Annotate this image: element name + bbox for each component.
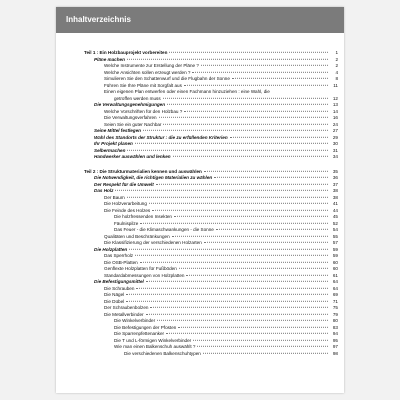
toc-entry-page: 12 bbox=[332, 95, 338, 101]
toc-entry-page: 16 bbox=[332, 115, 338, 120]
toc-entry-title: Die verschiedenen Balkenschuhtypen bbox=[124, 350, 201, 356]
toc-entry-page: 95 bbox=[332, 337, 338, 343]
toc-entry-title: Die Holzverarbeitung bbox=[104, 201, 147, 206]
dot-leader bbox=[135, 143, 328, 144]
toc-entry-page: 37 bbox=[332, 181, 338, 187]
toc-entry-page: 97 bbox=[332, 344, 338, 349]
toc-entry-page: 14 bbox=[332, 108, 338, 114]
dot-leader bbox=[127, 149, 328, 150]
toc-entry-page: 83 bbox=[332, 324, 338, 330]
toc-entry-page: 35 bbox=[332, 168, 338, 174]
page-title: Inhaltverzeichnis bbox=[66, 15, 131, 24]
toc-entry-title: Die Feinde des Holzes bbox=[104, 207, 151, 213]
toc-entry-page: 69 bbox=[332, 292, 338, 297]
toc-entry-title: Die Holzplatten bbox=[94, 246, 128, 252]
toc-entry-page: 55 bbox=[332, 233, 338, 239]
dot-leader bbox=[140, 222, 328, 223]
toc-entry-page: 57 bbox=[332, 240, 338, 245]
dot-leader bbox=[178, 326, 328, 327]
dot-leader bbox=[146, 313, 328, 314]
toc-entry-page: 38 bbox=[332, 188, 338, 193]
toc-entry-title: Welche Instrumente zur Erstellung der Pläne ? bbox=[104, 63, 199, 68]
toc-entry-title: Das Feuer - die Klimaschwankungen - die Sonne bbox=[114, 227, 214, 232]
dot-leader bbox=[143, 130, 328, 131]
toc-entry-title: Die Dübel bbox=[104, 298, 125, 304]
toc-entry[interactable] bbox=[84, 154, 338, 161]
toc-entry-page: 64 bbox=[332, 285, 338, 291]
dot-leader bbox=[169, 52, 328, 53]
toc-entry-title: Pläne machen bbox=[94, 56, 125, 62]
toc-entry-page: 52 bbox=[332, 220, 338, 226]
toc-entry-title: Genflexte Holzplatten für Fußböden bbox=[104, 266, 177, 271]
toc-entry-title: Welche Ansichten sollen erzeugt werden ? bbox=[104, 69, 191, 75]
dot-leader bbox=[186, 274, 328, 275]
page-header bbox=[56, 7, 344, 33]
dot-leader bbox=[204, 242, 328, 243]
toc-entry-title: Die Sparrenpfettenanker bbox=[114, 331, 165, 336]
dot-leader bbox=[127, 58, 328, 59]
toc-entry-page: 36 bbox=[332, 175, 338, 180]
dot-leader bbox=[129, 248, 328, 249]
toc-entry-page: 61 bbox=[332, 272, 338, 278]
toc-entry-title: Qualitäten und Beschränkungen bbox=[104, 233, 170, 239]
toc-entry-title: Die Metallverbinder bbox=[104, 311, 144, 317]
toc-entry-page: 59 bbox=[332, 253, 338, 258]
dot-leader bbox=[214, 177, 328, 178]
toc-entry-title: Die Notwendigkeit, die richtigen Materialien zu wählen bbox=[94, 175, 213, 180]
toc-entry-title: Wahl des Standorts der Struktur : die zu erfüllenden Kriterien bbox=[94, 134, 228, 140]
toc-entry-title: Fäulnispilze bbox=[114, 220, 139, 226]
dot-leader bbox=[184, 110, 328, 111]
dot-leader bbox=[126, 300, 328, 301]
toc-entry-title: Führen Sie Ihre Pläne mit Sorgfalt aus bbox=[104, 82, 182, 88]
toc-entry-page: 59 bbox=[332, 246, 338, 252]
table-of-contents bbox=[84, 50, 338, 365]
toc-entry-page: 75 bbox=[332, 305, 338, 310]
toc-entry-title: Simulieren Sie den Schattenwurf und die Flugbahn der Sonne bbox=[104, 76, 230, 81]
dot-leader bbox=[126, 294, 328, 295]
toc-entry-title: Standardabmessungen von Holzplatten bbox=[104, 272, 185, 278]
toc-entry-page: 2 bbox=[335, 56, 338, 62]
toc-entry-page: 4 bbox=[335, 69, 338, 75]
dot-leader bbox=[203, 352, 328, 353]
toc-entry-title: Der Baum bbox=[104, 194, 125, 200]
dot-leader bbox=[192, 71, 328, 72]
dot-leader bbox=[152, 209, 328, 210]
toc-entry-page: 1 bbox=[335, 50, 338, 55]
dot-leader bbox=[172, 235, 328, 236]
toc-entry-title: Die Befestigungsmittel bbox=[94, 279, 144, 284]
toc-entry-page: 31 bbox=[332, 147, 338, 153]
toc-entry-title: Der Respekt für die Umwelt bbox=[94, 181, 154, 187]
dot-leader bbox=[136, 287, 328, 288]
dot-leader bbox=[115, 190, 328, 191]
dot-leader bbox=[146, 281, 328, 282]
dot-leader bbox=[204, 170, 328, 171]
toc-entry-title: Einen eigenen Plan entwerfen oder einen Fachmann hinzuziehen : eine Wahl, die bbox=[104, 89, 270, 94]
toc-entry-page: 80 bbox=[332, 318, 338, 323]
toc-entry-title: getroffen werden muss bbox=[114, 95, 161, 101]
toc-entry-title: Selbermachen bbox=[94, 147, 126, 153]
dot-leader bbox=[140, 261, 328, 262]
toc-entry-title: Wie man einen Balkenschuh auswählt ? bbox=[114, 344, 196, 349]
toc-entry-page: 41 bbox=[332, 201, 338, 206]
toc-entry-title: Das Sperrholz bbox=[104, 253, 134, 258]
toc-entry-page: 64 bbox=[332, 279, 338, 284]
dot-leader bbox=[127, 196, 328, 197]
toc-entry-title: Die holzfressenden Insekten bbox=[114, 214, 172, 219]
dot-leader bbox=[150, 307, 328, 308]
toc-part bbox=[84, 50, 338, 161]
dot-leader bbox=[135, 255, 328, 256]
toc-entry-title: Die Verwaltungsgenehmigungen bbox=[94, 102, 166, 107]
toc-entry-title: Teil 1 : Ein Holzbauprojekt vorbereiten bbox=[84, 50, 168, 55]
toc-entry-title: Seien Sie ein guter Nachbar bbox=[104, 121, 162, 127]
toc-entry-title: Die T und L-förmigen Winkelverbinder bbox=[114, 337, 192, 343]
dot-leader bbox=[166, 333, 328, 334]
toc-entry-title: Die Nägel bbox=[104, 292, 125, 297]
toc-entry-page: 45 bbox=[332, 214, 338, 219]
dot-leader bbox=[174, 216, 328, 217]
toc-entry-page: 60 bbox=[332, 266, 338, 271]
toc-entry-page: 44 bbox=[332, 207, 338, 213]
toc-entry-page: 13 bbox=[332, 102, 338, 107]
dot-leader bbox=[159, 117, 328, 118]
dot-leader bbox=[149, 203, 328, 204]
toc-entry-title: Handwerker auswählen und lenken bbox=[94, 154, 171, 159]
toc-entry-title: Das Holz bbox=[94, 188, 114, 193]
toc-entry-title: Teil 2 : Die Strukturmaterialien kennen und auswählen bbox=[84, 168, 202, 174]
dot-leader bbox=[201, 65, 328, 66]
toc-part bbox=[84, 169, 338, 358]
toc-entry-page: 94 bbox=[332, 331, 338, 336]
toc-entry-page: 54 bbox=[332, 227, 338, 232]
toc-entry-page: 38 bbox=[332, 194, 338, 200]
toc-entry-title: Die Klassifizierung der verschiedenen Holzarten bbox=[104, 240, 202, 245]
dot-leader bbox=[163, 123, 328, 124]
toc-entry-page: 98 bbox=[332, 350, 338, 356]
dot-leader bbox=[179, 268, 328, 269]
toc-entry-page: 30 bbox=[332, 141, 338, 146]
toc-entry-title: Die OSB-Platten bbox=[104, 259, 138, 265]
toc-entry[interactable] bbox=[84, 351, 338, 358]
dot-leader bbox=[197, 346, 328, 347]
dot-leader bbox=[156, 183, 328, 184]
dot-leader bbox=[163, 97, 328, 98]
toc-entry-page: 24 bbox=[332, 121, 338, 127]
toc-entry-page: 34 bbox=[332, 154, 338, 159]
dot-leader bbox=[173, 156, 328, 157]
toc-entry-title: Welche Vorschriften für den Holzbau ? bbox=[104, 108, 183, 114]
toc-entry-title: Die Schrauben bbox=[104, 285, 135, 291]
toc-entry-title: Die Verwaltungsverfahren bbox=[104, 115, 157, 120]
toc-entry-title: Der Schraubenbolzen bbox=[104, 305, 149, 310]
toc-entry-title: Die Winkelverbinder bbox=[114, 318, 156, 323]
toc-entry-page: 60 bbox=[332, 259, 338, 265]
dot-leader bbox=[184, 84, 328, 85]
toc-entry-page: 71 bbox=[332, 298, 338, 304]
toc-entry-page: 11 bbox=[333, 82, 338, 88]
toc-entry-title: Seine Mittel festlegen bbox=[94, 128, 141, 133]
document-page bbox=[56, 7, 344, 393]
toc-entry-page: 2 bbox=[335, 63, 338, 68]
dot-leader bbox=[230, 136, 328, 137]
toc-entry-page: 27 bbox=[332, 128, 338, 133]
dot-leader bbox=[167, 104, 328, 105]
dot-leader bbox=[232, 78, 328, 79]
dot-leader bbox=[216, 229, 328, 230]
toc-entry-title: Ihr Projekt planen bbox=[94, 141, 133, 146]
toc-entry-title: Die Befestigungen der Pfosten bbox=[114, 324, 177, 330]
toc-entry-page: 79 bbox=[332, 311, 338, 317]
dot-leader bbox=[193, 339, 328, 340]
dot-leader bbox=[157, 320, 328, 321]
toc-entry-page: 8 bbox=[335, 76, 338, 81]
toc-entry-page: 29 bbox=[332, 134, 338, 140]
